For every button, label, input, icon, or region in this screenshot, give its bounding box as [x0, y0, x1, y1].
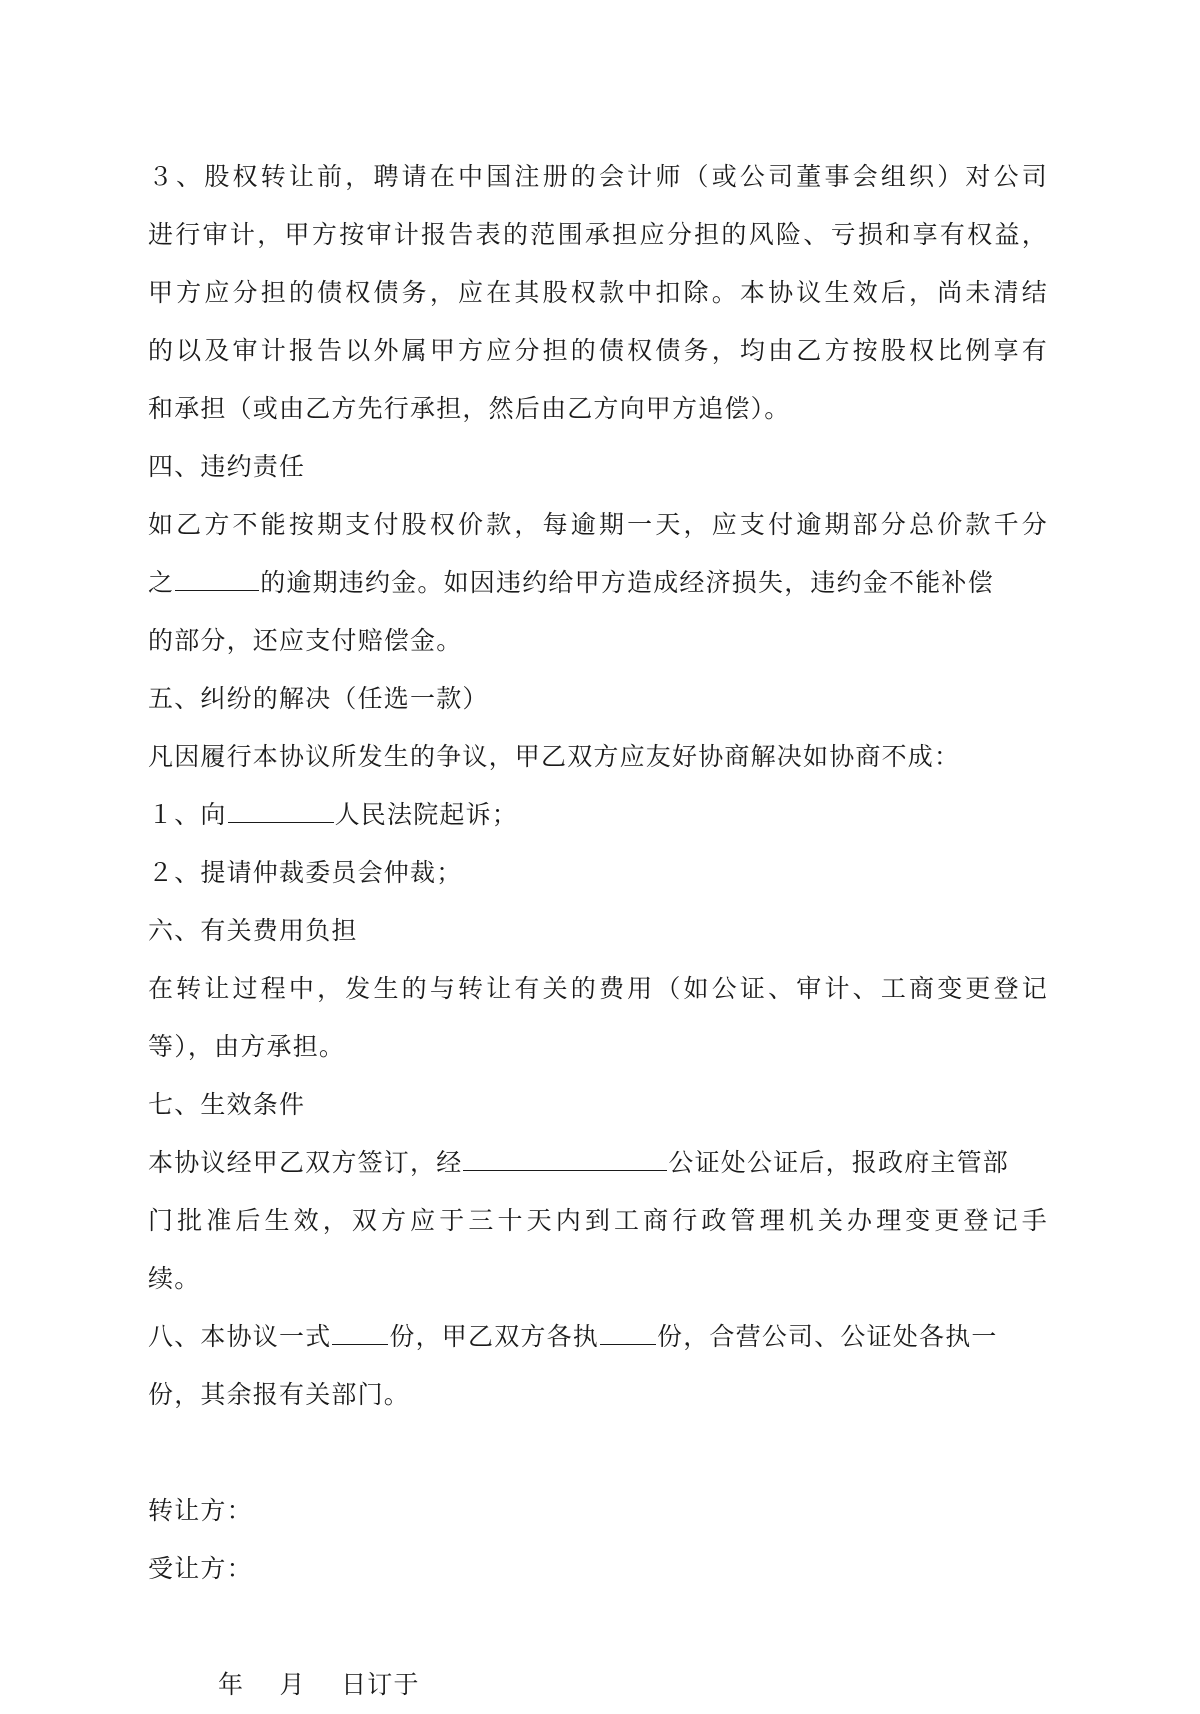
- paragraph-line: 的以及审计报告以外属甲方应分担的债权债务，均由乙方按股权比例享有: [148, 336, 1048, 365]
- text-fragment: 八、本协议一式: [148, 1322, 332, 1351]
- fill-in-blank[interactable]: [228, 798, 334, 823]
- fill-in-blank[interactable]: [463, 1146, 667, 1171]
- paragraph-line: 门批准后生效，双方应于三十天内到工商行政管理机关办理变更登记手: [148, 1206, 1048, 1235]
- text-fragment: 的逾期违约金。如因违约给甲方造成经济损失，违约金不能补偿: [260, 568, 994, 597]
- text-fragment: 份，合营公司、公证处各执一: [657, 1322, 998, 1351]
- paragraph-line: 份，其余报有关部门。: [148, 1380, 411, 1409]
- fill-in-blank[interactable]: [600, 1320, 656, 1345]
- text-fragment: 人民法院起诉；: [334, 800, 519, 829]
- paragraph-line: 续。: [148, 1264, 201, 1293]
- paragraph-line-with-blank: [148, 1308, 1048, 1366]
- transferee-label: 受让方：: [148, 1554, 253, 1583]
- fill-in-blank[interactable]: [332, 1320, 388, 1345]
- paragraph-line: 凡因履行本协议所发生的争议，甲乙双方应友好协商解决如协商不成：: [148, 742, 961, 771]
- text-fragment: 之: [148, 568, 175, 597]
- section-heading: 七、生效条件: [148, 1090, 306, 1119]
- paragraph-line: 甲方应分担的债权债务，应在其股权款中扣除。本协议生效后，尚未清结: [148, 278, 1048, 307]
- paragraph-line-with-blank: [148, 1134, 1048, 1192]
- paragraph-line: 等），由方承担。: [148, 1032, 346, 1061]
- text-fragment: １、向: [148, 800, 227, 829]
- text-fragment: 本协议经甲乙双方签订，经: [148, 1148, 463, 1177]
- fill-in-blank[interactable]: [175, 566, 259, 591]
- list-item: [148, 786, 1048, 844]
- spacer: [148, 1598, 1048, 1656]
- section-heading: 六、有关费用负担: [148, 916, 358, 945]
- spacer: [148, 1424, 1048, 1482]
- paragraph-line: 进行审计，甲方按审计报告表的范围承担应分担的风险、亏损和享有权益，: [148, 220, 1048, 249]
- section-heading: 四、违约责任: [148, 452, 306, 481]
- paragraph-line: 的部分，还应支付赔偿金。: [148, 626, 463, 655]
- signing-date-line: 年 月 日订于: [218, 1670, 420, 1699]
- paragraph-line: 如乙方不能按期支付股权价款，每逾期一天，应支付逾期部分总价款千分: [148, 510, 1048, 539]
- section-heading: 五、纠纷的解决（任选一款）: [148, 684, 489, 713]
- document-body: [148, 148, 1048, 1714]
- text-fragment: 份，甲乙双方各执: [389, 1322, 600, 1351]
- paragraph-line: 和承担（或由乙方先行承担，然后由乙方向甲方追偿）。: [148, 394, 791, 423]
- text-fragment: 公证处公证后，报政府主管部: [668, 1148, 1010, 1177]
- transferor-label: 转让方：: [148, 1496, 253, 1525]
- paragraph-line-with-blank: [148, 554, 1048, 612]
- paragraph-line: 在转让过程中，发生的与转让有关的费用（如公证、审计、工商变更登记: [148, 974, 1048, 1003]
- list-item: ２、提请仲裁委员会仲裁；: [148, 858, 463, 887]
- paragraph-line: ３、股权转让前，聘请在中国注册的会计师（或公司董事会组织）对公司: [148, 162, 1048, 191]
